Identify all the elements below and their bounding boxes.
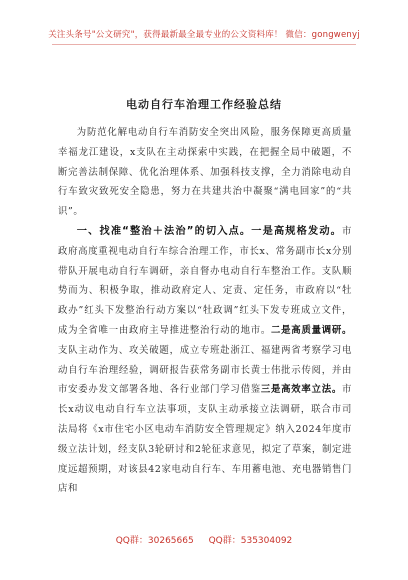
- page-title: 电动自行车治理工作经验总结: [126, 98, 282, 111]
- intro-paragraph: 为防范化解电动自行车消防安全突出风险，服务保障更高质量幸福龙江建设，x支队在主动探索中实践，在把握全局中破题，不断完善法制保障、优化治理体系、加强科技支撑，全力消除电动自行车致灾致死安全隐患，努力在共建共治中凝聚“满电回家”的“共识”。: [58, 127, 352, 218]
- section1-text-2: 支队主动作为、攻关破题，成立专班赴浙江、福建两省考察学习电动自行车治理经验，调研报告获常务副市长黄士伟批示传阅，并由市安委办发文部署各地、各行业部门学习借鉴: [58, 344, 352, 396]
- section1-heading: 一、找准“整治＋法治”的切入点。一是高规格发动。: [76, 225, 343, 237]
- header-banner: 关注头条号"公文研究"，获得最新最全最专业的公文资料库！ 微信：gongwenyj: [48, 30, 360, 40]
- section1-text-1: 市政府高度重视电动自行车综合治理工作，市长x、常务副市长x分别带队开展电动自行车调研，亲自督办电动自行车整治工作。支队顺势而为、积极争取，推动政府定人、定责、定任务，市政府以“牡政办”红头下发整治行动方案以“牡政调”红头下发专班成立文件，成为全省唯一由政府主导推进整治行动的地市。: [58, 225, 352, 336]
- footer-qq-group-2: QQ群：535304092: [208, 536, 293, 546]
- section1-paragraph: [58, 222, 352, 499]
- footer-qq-groups: [0, 533, 408, 546]
- section1-subheading-2: 二是高质量调研。: [271, 324, 352, 336]
- section1-text-3: 市长x动议电动自行车立法事项，支队主动承接立法调研，联合市司法局将《x市住宅小区电动车消防安全管理规定》纳入2024年度市级立法计划，经支队3轮研讨和2轮征求意见，拟定了草案，制定进度远超预期，对该县42家电动自行车、车用蓄电池、充电器销售门店和: [58, 384, 352, 495]
- section1-subheading-3: 三是高效率立法。: [260, 384, 342, 396]
- header-divider: [52, 44, 356, 45]
- document-body: [58, 123, 352, 499]
- footer-qq-group-1: QQ群：30265665: [115, 536, 194, 546]
